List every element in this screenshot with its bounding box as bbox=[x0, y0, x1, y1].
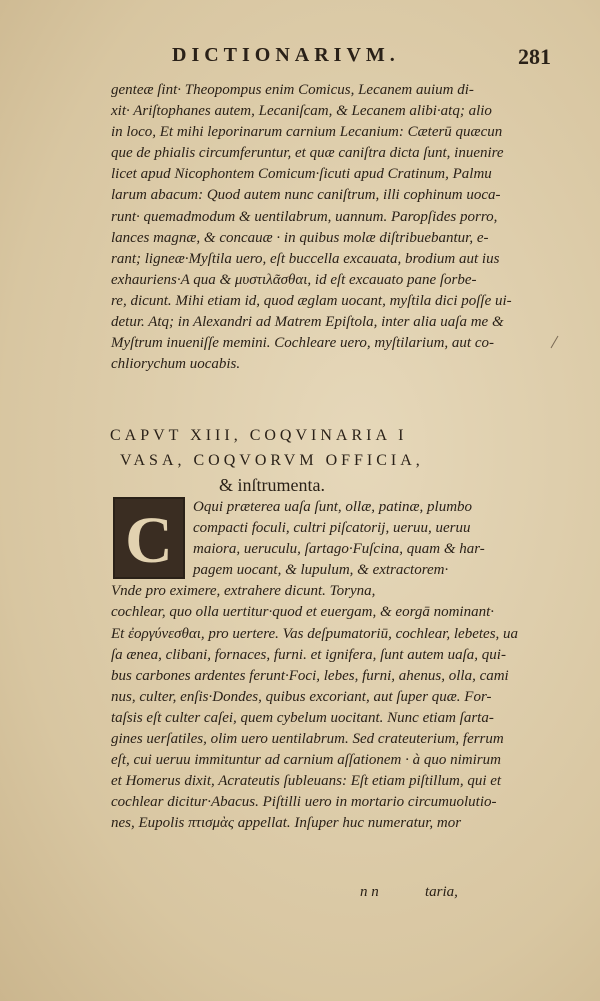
running-head bbox=[0, 44, 600, 74]
text-line: rant; ligneæ·Myſtila uero, eſt buccella excauata, brodium aut ius bbox=[111, 250, 500, 267]
chapter-line: CAPVT XIII, COQVINARIA I bbox=[110, 427, 408, 444]
text-line: Et ἐοργύνεσθαι, pro uertere. Vas deſpumatoriū, cochlear, lebetes, ua bbox=[111, 625, 519, 642]
text-line: Myſtrum inueniſſe memini. Cochleare uero, myſtilarium, aut co- bbox=[111, 335, 494, 352]
text-line: exhauriens·A qua & μυστιλᾶσθαι, id eſt excauato pane ſorbe- bbox=[111, 271, 477, 288]
text-line: runt· quemadmodum & uentilabrum, uannum. Paropſides porro, bbox=[111, 208, 498, 225]
text-line: chliorychum uocabis. bbox=[111, 356, 241, 373]
text-line: pagem uocant, & lupulum, & extractorem· bbox=[193, 562, 449, 579]
text-line: bus carbones ardentes ferunt·Foci, lebes, furni, ahenus, olla, cami bbox=[111, 667, 509, 684]
text-line: detur. Atq; in Alexandri ad Matrem Epiſtola, inter alia uaſa me & bbox=[111, 314, 504, 331]
text-line: Oqui præterea uaſa ſunt, ollæ, patinæ, plumbo bbox=[193, 499, 473, 515]
text-line: cochlear, quo olla uertitur·quod et euergam, & eorgā nominant· bbox=[111, 604, 495, 621]
text-line: maiora, ueruculu, ſartago·Fuſcina, quam & har- bbox=[193, 541, 485, 558]
page-footer bbox=[0, 884, 600, 908]
text-line: licet apud Nicophontem Comicum·ſicuti apud Cratinum, Palmu bbox=[111, 166, 492, 183]
text-line: cochlear dicitur·Abacus. Piſtilli uero in mortario circumuolutio- bbox=[111, 794, 497, 811]
running-title: DICTIONARIVM. bbox=[172, 44, 400, 66]
text-line: et Homerus dixit, Acrateutis ſubleuans: Eſt etiam piſtillum, qui et bbox=[111, 773, 502, 790]
signature-mark: n n bbox=[360, 884, 379, 900]
initial-letter: C bbox=[125, 504, 173, 577]
page-number: 281 bbox=[518, 44, 551, 69]
text-line: compacti foculi, cultri piſcatorij, ueruu, ueruu bbox=[193, 520, 471, 537]
chapter-heading bbox=[110, 423, 470, 498]
text-line: in loco, Et mihi leporinarum carnium Lecanium: Cæterū quæcun bbox=[111, 124, 503, 141]
text-line: nus, culter, enſis·Dondes, quibus excoriant, aut ſuper quæ. For- bbox=[111, 688, 492, 705]
text-line: ſa ænea, clibani, fornaces, furni. et ignifera, ſunt autem uaſa, qui- bbox=[111, 646, 506, 663]
text-line: taſsis eſt culter caſei, quem cybelum uocitant. Nunc etiam ſarta- bbox=[111, 709, 494, 726]
text-line: que de phialis circumferuntur, et quæ caniſtra dicta ſunt, inuenire bbox=[111, 145, 504, 162]
text-line: larum abacum: Quod autem nunc caniſtrum, illi cophinum uoca- bbox=[111, 187, 501, 204]
text-block-chapter bbox=[111, 497, 519, 835]
text-line: lances magnæ, & concauæ · in quibus molæ diſtribuebantur, e- bbox=[111, 229, 489, 246]
text-block-top bbox=[111, 80, 512, 375]
margin-mark bbox=[551, 336, 559, 349]
text-line: re, dicunt. Mihi etiam id, quod æglam uocant, myſtila dici poſſe ui- bbox=[111, 292, 512, 309]
catchword: taria, bbox=[425, 884, 458, 900]
text-line: gines uerſatiles, olim uero uentilabrum. Sed crateuterium, ferrum bbox=[111, 731, 504, 748]
text-line: xit· Ariſtophanes autem, Lecaniſcam, & Lecanem alibi·atq; alio bbox=[111, 103, 492, 120]
text-line: genteæ ſint· Theopompus enim Comicus, Lecanem auium di- bbox=[111, 82, 474, 98]
text-line: eſt, cui ueruu immituntur ad carnium aſſationem · à quo nimirum bbox=[111, 752, 501, 769]
chapter-line: & inſtrumenta. bbox=[219, 475, 325, 495]
text-line: Vnde pro eximere, extrahere dicunt. Toryna, bbox=[111, 583, 376, 600]
chapter-line: VASA, COQVORVM OFFICIA, bbox=[120, 452, 424, 469]
text-line: nes, Eupolis πτισμὰς appellat. Inſuper huc numeratur, mor bbox=[111, 815, 462, 832]
